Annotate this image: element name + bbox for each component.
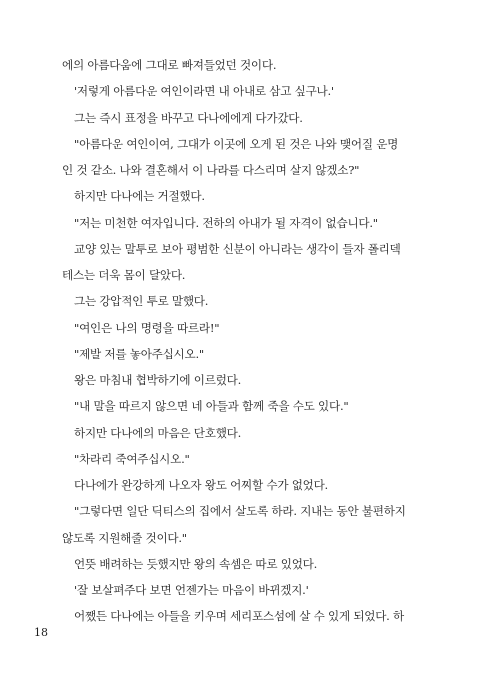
line-14: "내 말을 따르지 않으면 네 아들과 함께 죽을 수도 있다."	[74, 399, 349, 414]
line-16: "차라리 죽여주십시오."	[74, 451, 190, 466]
line-22: 어쨌든 다나에는 아들을 키우며 세리포스섬에 살 수 있게 되었다. 하	[74, 609, 404, 624]
line-1: 에의 아름다움에 그대로 빠져들었던 것이다.	[62, 58, 277, 72]
line-19: 않도록 지원해줄 것이다."	[62, 530, 187, 545]
page-number: 18	[34, 626, 48, 639]
line-17: 다나에가 완강하게 나오자 왕도 어찌할 수가 없었다.	[74, 478, 328, 492]
line-3: 그는 즉시 표정을 바꾸고 다나에에게 다가갔다.	[74, 110, 303, 125]
line-12: "제발 저를 놓아주십시오."	[74, 346, 204, 361]
line-11: "여인은 나의 명령을 따르라!"	[74, 320, 220, 335]
line-2: '저렇게 아름다운 여인이라면 내 아내로 삼고 싶구나.'	[74, 84, 334, 99]
line-4: "아름다운 여인이여, 그대가 이곳에 오게 된 것은 나와 맺어질 운명	[74, 136, 399, 151]
line-20: 언뜻 배려하는 듯했지만 왕의 속셈은 따로 있었다.	[74, 556, 318, 571]
line-18: "그렇다면 일단 딕티스의 집에서 살도록 하라. 지내는 동안 불편하지	[74, 504, 406, 519]
line-21: '잘 보살펴주다 보면 언젠가는 마음이 바뀌겠지.'	[74, 583, 309, 597]
line-10: 그는 강압적인 투로 말했다.	[74, 294, 209, 309]
page-body	[62, 56, 438, 634]
line-15: 하지만 다나에의 마음은 단호했다.	[74, 425, 242, 440]
line-13: 왕은 마침내 협박하기에 이르렀다.	[74, 373, 242, 387]
line-5: 인 것 같소. 나와 결혼해서 이 나라를 다스리며 살지 않겠소?"	[62, 163, 360, 177]
line-6: 하지만 다나에는 거절했다.	[74, 189, 205, 204]
line-9: 테스는 더욱 몸이 달았다.	[62, 268, 186, 282]
line-7: "저는 미천한 여자입니다. 전하의 아내가 될 자격이 없습니다."	[74, 215, 378, 230]
line-8: 교양 있는 말투로 보아 평범한 신분이 아니라는 생각이 들자 폴리덱	[74, 241, 401, 256]
